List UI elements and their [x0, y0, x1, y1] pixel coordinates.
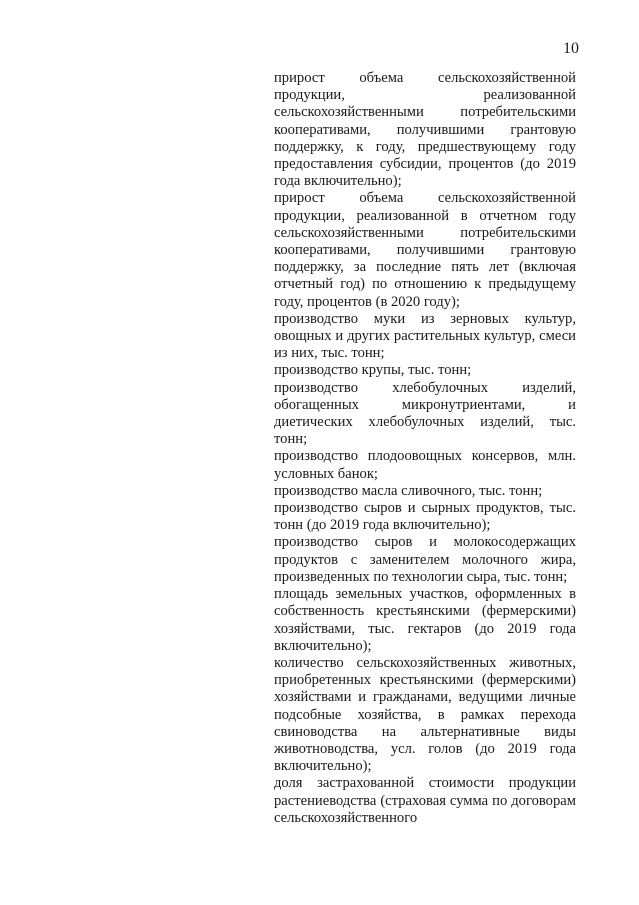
list-item: доля застрахованной стоимости продукции растениеводства (страховая сумма по договорам сельскохозяйственного [274, 775, 576, 826]
list-item: производство сыров и молокосодержащих продуктов с заменителем молочного жира, произведенных по технологии сыра, тыс. тонн; [274, 534, 576, 585]
list-item: прирост объема сельскохозяйственной продукции, реализованной сельскохозяйственными потребительскими кооперативами, получившими грантовую поддержку, к году, предшествующему году предоставления субсидии, процентов (до 2019 года включительно); [274, 70, 576, 190]
list-item: производство масла сливочного, тыс. тонн; [274, 482, 543, 499]
list-item: производство хлебобулочных изделий, обогащенных микронутриентами, и диетических хлебобулочных изделий, тыс. тонн; [274, 379, 576, 448]
list-item: производство сыров и сырных продуктов, тыс. тонн (до 2019 года включительно); [274, 500, 576, 534]
list-item: производство крупы, тыс. тонн; [274, 362, 472, 379]
list-item: количество сельскохозяйственных животных, приобретенных крестьянскими (фермерскими) хозяйствами и гражданами, ведущими личные подсобные хозяйства, в рамках перехода свиноводства на альтернативные виды животноводства, усл. голов (до 2019 года включительно); [274, 654, 576, 775]
list-item: прирост объема сельскохозяйственной продукции, реализованной в отчетном году сельскохозяйственными потребительскими кооперативами, получившими грантовую поддержку, за последние пять лет (включая отчетный год) по отношению к предыдущему году, процентов (в 2020 году); [274, 190, 576, 310]
page-number: 10 [563, 40, 579, 57]
list-item: площадь земельных участков, оформленных в собственность крестьянскими (фермерскими) хозяйствами, тыс. гектаров (до 2019 года включительно); [274, 586, 576, 654]
list-item: производство муки из зерновых культур, овощных и других растительных культур, смеси из них, тыс. тонн; [274, 310, 576, 362]
list-item: производство плодоовощных консервов, млн. условных банок; [274, 448, 576, 482]
indicator-list [274, 70, 576, 827]
